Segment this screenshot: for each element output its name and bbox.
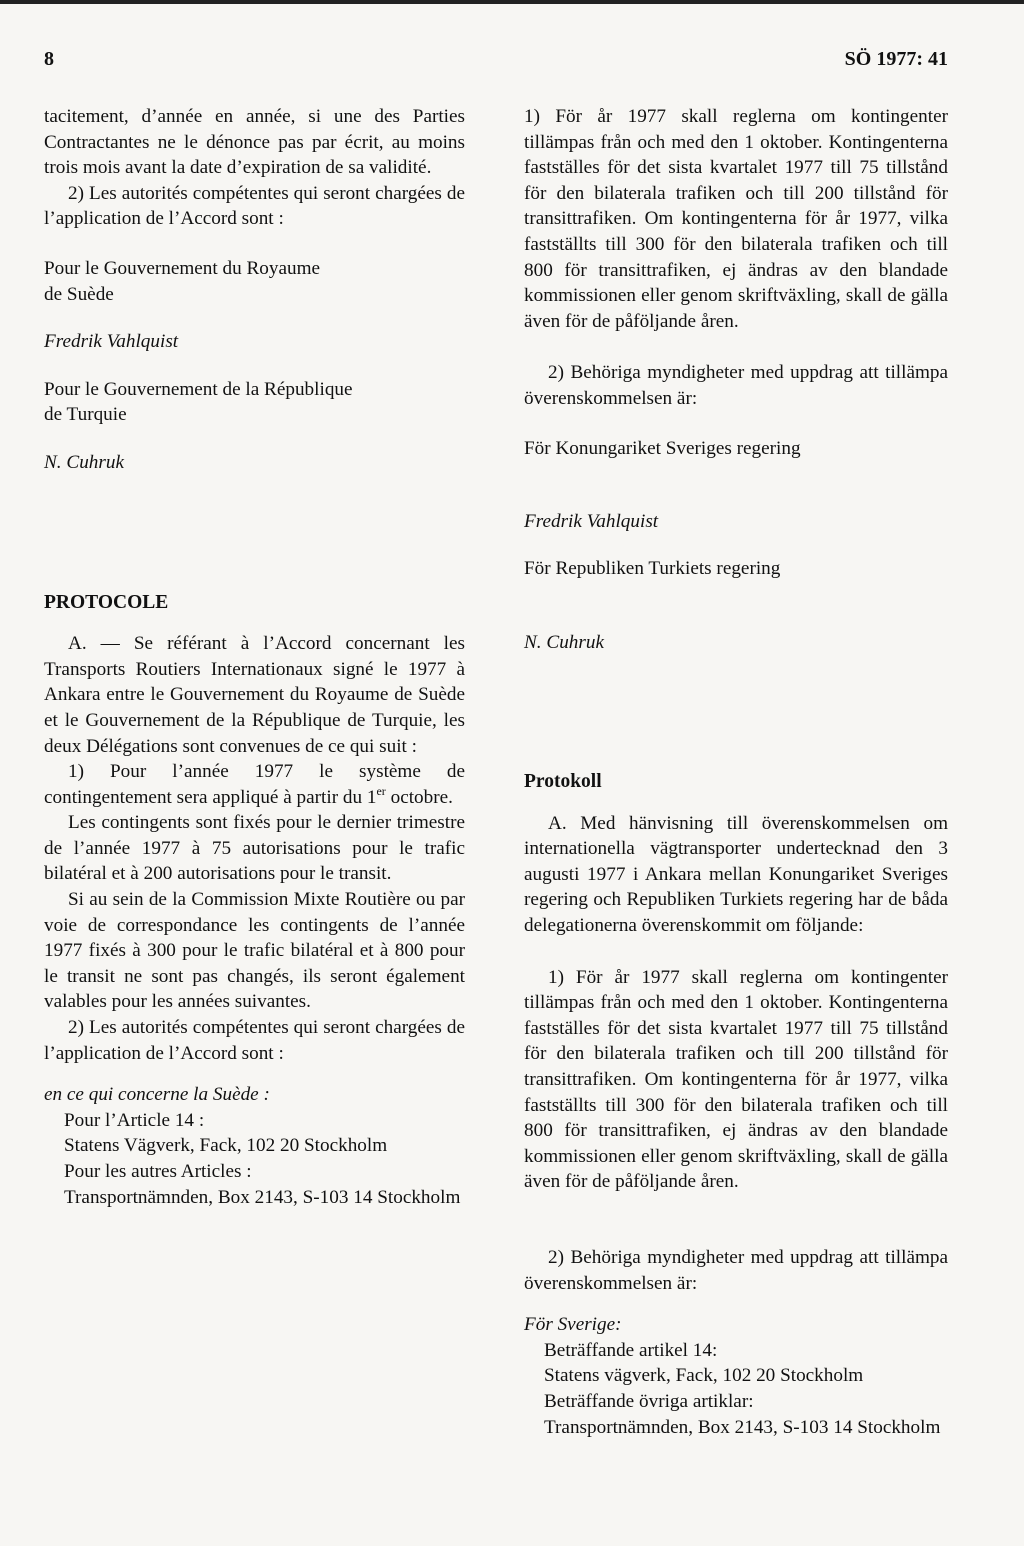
sv-paragraph-1: 1) För år 1977 skall reglerna om kontingenter tillämpas från och med den 1 oktober. Kontingenterna fastställes för det sista kvartalet 1977 till 75 tillstånd för den bilaterala trafiken och till 200 tillstånd för transittrafiken. Om kontingenterna för år 1977, vilka fastställts till 300 för den bilaterala trafiken och till 800 för transittrafiken, ej ändras av den blandade kommissionen eller genom skriftväxling, skall de gälla även för de påföljande åren. — [524, 966, 948, 1193]
french-column — [44, 104, 465, 1210]
sv-address-line-1: Beträffande artikel 14: — [544, 1339, 718, 1361]
fr-paragraph-1 — [44, 759, 465, 810]
fr-paragraph-2: 2) Les autorités compétentes qui seront chargées de l’application de l’Accord sont : — [44, 1017, 465, 1064]
fr-paragraph-commission: Si au sein de la Commission Mixte Routière ou par voie de correspondance les contingents de l’année 1977 fixés à 300 pour le trafic bilatéral et à 800 pour le transit ne sont pas changés, ils seront également valables pour les années suivantes. — [44, 889, 465, 1013]
sv-signature-turkey: N. Cuhruk — [524, 631, 604, 653]
sv-signatory-sweden: För Konungariket Sveriges regering — [524, 437, 801, 459]
fr-paragraph-validity: tacitement, d’année en année, si une des Parties Contractantes ne le dénonce pas par écrit, au moins trois mois avant la date d’expiration de sa validité. — [44, 106, 465, 179]
sv-address-line-3: Beträffande övriga artiklar: — [544, 1390, 754, 1412]
fr-address-line-1: Pour l’Article 14 : — [64, 1109, 205, 1131]
sv-paragraph-a: A. Med hänvisning till överenskommelsen om internationella vägtransporter undertecknad den 3 augusti 1977 i Ankara mellan Konungariket Sveriges regering och Republiken Turkiets regering har de båda delegationerna överenskommit om följande: — [524, 812, 948, 937]
sv-heading-protocol: Protokoll — [524, 771, 602, 793]
top-rule — [0, 0, 1024, 4]
swedish-column — [524, 104, 948, 1440]
page-number: 8 — [44, 48, 54, 70]
sv-address-line-4: Transportnämnden, Box 2143, S-103 14 Stockholm — [544, 1416, 941, 1438]
sv-signature-sweden: Fredrik Vahlquist — [524, 510, 659, 532]
fr-signature-sweden: Fredrik Vahlquist — [44, 331, 179, 353]
fr-signature-turkey: N. Cuhruk — [44, 451, 124, 473]
sv-paragraph-2: 2) Behöriga myndigheter med uppdrag att tillämpa överenskommelsen är: — [524, 1247, 948, 1294]
fr-superscript: er — [376, 783, 386, 798]
fr-heading-protocol: PROTOCOLE — [44, 591, 169, 613]
sv-sweden-subheading: För Sverige: — [524, 1314, 622, 1336]
fr-address-line-4: Transportnämnden, Box 2143, S-103 14 Stockholm — [64, 1186, 461, 1208]
fr-paragraph-1-text: 1) Pour l’année 1977 le système de contingentement sera appliqué à partir du 1 — [44, 761, 465, 808]
fr-signatory-sweden: Pour le Gouvernement du Royaume — [44, 257, 321, 279]
document-reference: SÖ 1977: 41 — [844, 48, 948, 70]
fr-paragraph-a: A. — Se référant à l’Accord concernant les Transports Routiers Internationaux signé le 1977 à Ankara entre le Gouvernement du Royaume de Suède et le Gouvernement de la République de Turquie, les deux Délégations sont convenues de ce qui suit : — [44, 633, 465, 757]
fr-signatory-sweden-cont: de Suède — [44, 283, 114, 305]
sv-paragraph-concluded: 2) Behöriga myndigheter med uppdrag att tillämpa överenskommelsen är: — [524, 362, 948, 409]
fr-signatory-turkey-cont: de Turquie — [44, 404, 127, 426]
fr-sweden-subheading: en ce qui concerne la Suède : — [44, 1084, 270, 1106]
fr-paragraph-concluded: 2) Les autorités compétentes qui seront chargées de l’application de l’Accord sont : — [44, 182, 465, 230]
sv-signatory-turkey: För Republiken Turkiets regering — [524, 558, 781, 580]
fr-paragraph-contingents: Les contingents sont fixés pour le dernier trimestre de l’année 1977 à 75 autorisations pour le trafic bilatéral et à 200 autorisations pour le transit. — [44, 812, 465, 885]
fr-signatory-turkey: Pour le Gouvernement de la République — [44, 378, 353, 400]
sv-address-line-2: Statens vägverk, Fack, 102 20 Stockholm — [544, 1365, 864, 1387]
page-header — [44, 48, 948, 78]
sv-paragraph-validity: 1) För år 1977 skall reglerna om kontingenter tillämpas från och med den 1 oktober. Kontingenterna fastställes för det sista kvartalet 1977 till 75 tillstånd för den bilaterala trafiken och till 200 tillstånd för transittrafiken. Om kontingenterna för år 1977, vilka fastställts till 300 för den bilaterala trafiken och till 800 för transittrafiken, ej ändras av den blandade kommissionen eller genom skriftväxling, skall de gälla även för de påföljande åren. — [524, 106, 948, 332]
fr-address-line-3: Pour les autres Articles : — [64, 1161, 252, 1182]
fr-address-line-2: Statens Vägverk, Fack, 102 20 Stockholm — [64, 1135, 388, 1157]
fr-paragraph-1-end: octobre. — [385, 786, 453, 808]
